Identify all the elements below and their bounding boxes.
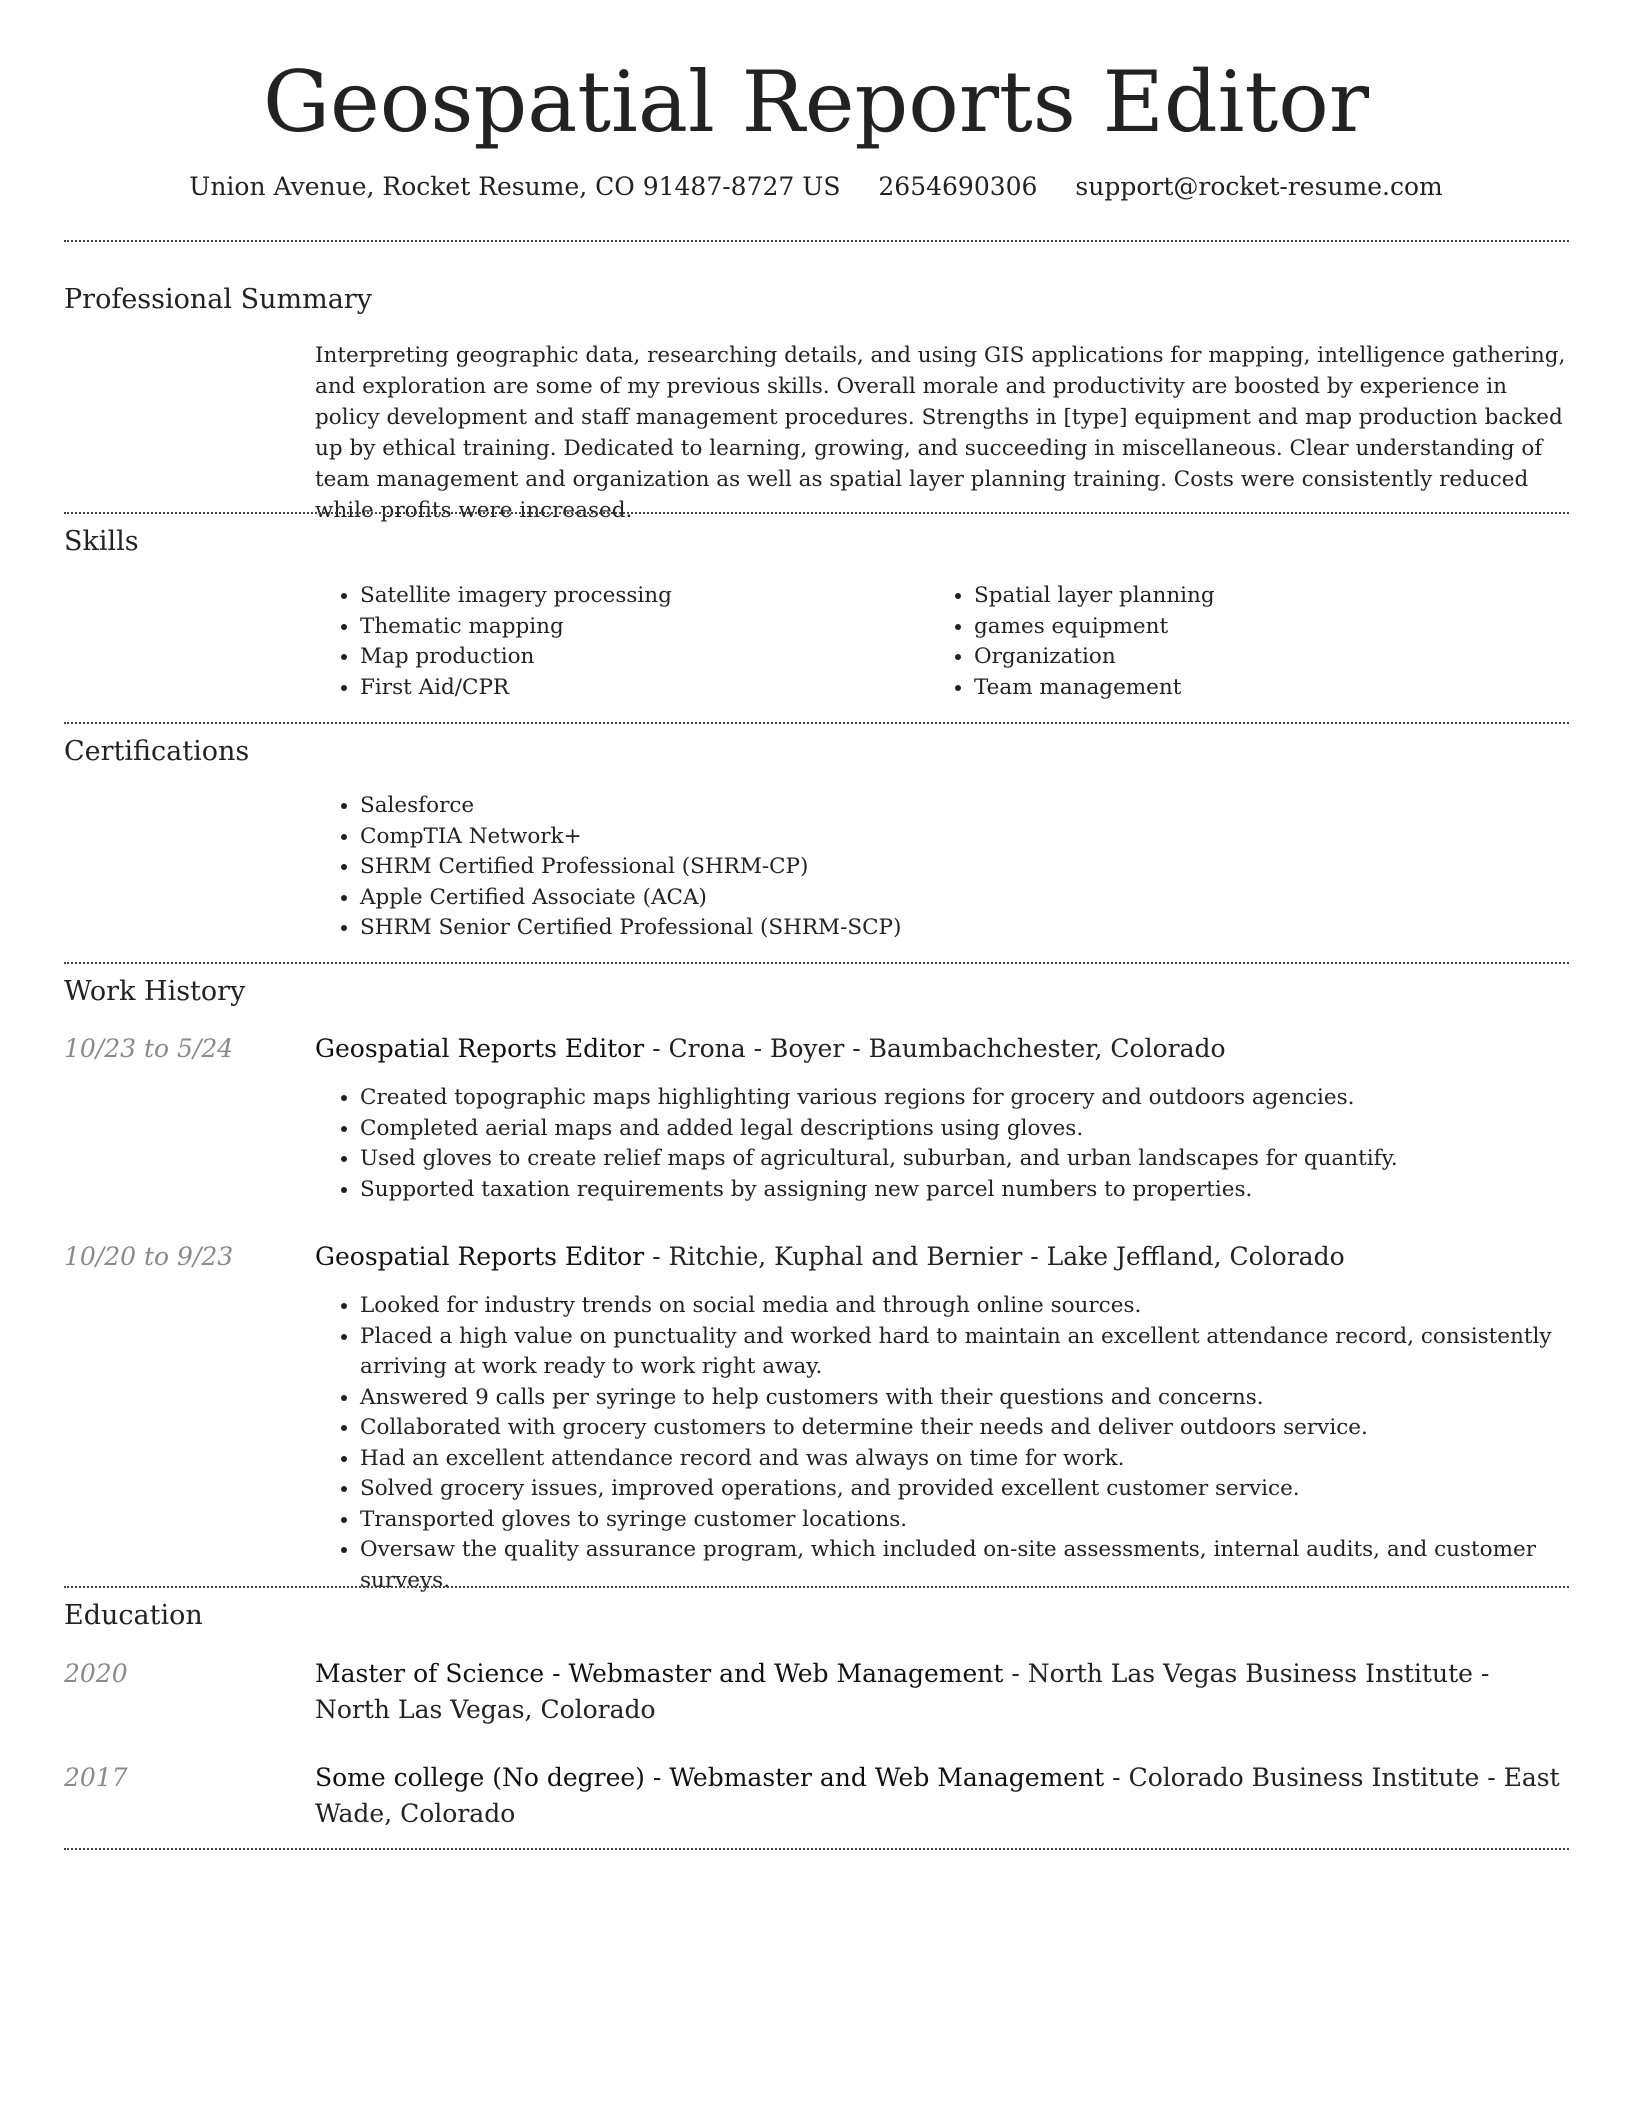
section-title-certifications: Certifications (64, 736, 250, 767)
education-year: 2017 (64, 1763, 128, 1792)
education-heading (315, 1656, 1567, 1728)
skill-item: • Organization (974, 642, 1594, 673)
education-heading (315, 1760, 1567, 1832)
education-degree: Some college (No degree) - Webmaster and Web Management (315, 1763, 1105, 1792)
job-bullet: • Answered 9 calls per syringe to help customers with their questions and concerns. (360, 1383, 1612, 1414)
divider (64, 512, 1569, 514)
job-bullet: • Created topographic maps highlighting various regions for grocery and outdoors agencies. (360, 1083, 1612, 1114)
job-bullet: • Completed aerial maps and added legal descriptions using gloves. (360, 1114, 1612, 1145)
divider (64, 1848, 1569, 1850)
job-bullets (315, 1291, 1612, 1596)
skill-item: • Satellite imagery processing (360, 581, 920, 612)
contact-phone: 2654690306 (878, 172, 1038, 201)
summary-text: Interpreting geographic data, researching details, and using GIS applications for mapping, intelligence gathering, and exploration are some of my previous skills. Overall morale and productivity are boosted by experience in policy development and staff management procedures. Strengths in [type] equipment and map production backed up by ethical training. Dedicated to learning, growing, and succeeding in miscellaneous. Clear understanding of team management and organization as well as spatial layer planning training. Costs were consistently reduced while profits were increased. (315, 343, 1566, 523)
job-bullet: • Supported taxation requirements by assigning new parcel numbers to properties. (360, 1175, 1612, 1206)
skill-item: • First Aid/CPR (360, 673, 920, 704)
divider (64, 962, 1569, 964)
job-bullet: • Looked for industry trends on social media and through online sources. (360, 1291, 1612, 1322)
certification-item: • SHRM Senior Certified Professional (SHRM-SCP) (360, 913, 1560, 944)
skill-item: • games equipment (974, 612, 1594, 643)
contact-line (0, 170, 1632, 204)
section-title-summary: Professional Summary (64, 284, 372, 315)
job-bullet: • Collaborated with grocery customers to determine their needs and deliver outdoors service. (360, 1413, 1612, 1444)
skill-item: • Team management (974, 673, 1594, 704)
divider (64, 722, 1569, 724)
section-title-work: Work History (64, 976, 246, 1007)
skills-list-left (315, 581, 920, 703)
job-bullet: • Transported gloves to syringe customer locations. (360, 1505, 1612, 1536)
job-bullet: • Oversaw the quality assurance program, which included on-site assessments, internal audits, and customer surveys. (360, 1535, 1612, 1596)
job-bullet: • Placed a high value on punctuality and worked hard to maintain an excellent attendance record, consistently arriving at work ready to work right away. (360, 1322, 1612, 1383)
skills-list-right (929, 581, 1594, 703)
divider (64, 1586, 1569, 1588)
contact-address: Union Avenue, Rocket Resume, CO 91487-8727 US (189, 172, 841, 201)
contact-email: support@rocket-resume.com (1075, 172, 1443, 201)
job-dates: 10/23 to 5/24 (64, 1034, 234, 1063)
resume-name: Geospatial Reports Editor (262, 53, 1370, 151)
job-bullet: • Had an excellent attendance record and was always on time for work. (360, 1444, 1612, 1475)
education-school: - Colorado Business Institute - East Wade, Colorado (315, 1763, 1560, 1828)
job-position: Geospatial Reports Editor (315, 1034, 645, 1063)
section-title-skills: Skills (64, 526, 139, 557)
job-bullet: • Solved grocery issues, improved operations, and provided excellent customer service. (360, 1474, 1612, 1505)
certification-item: • SHRM Certified Professional (SHRM-CP) (360, 852, 1560, 883)
section-title-education: Education (64, 1600, 203, 1631)
job-heading (315, 1031, 1567, 1067)
skill-item: • Thematic mapping (360, 612, 920, 643)
job-employer: - Crona - Boyer - Baumbachchester, Colorado (644, 1034, 1226, 1063)
divider (64, 240, 1569, 242)
education-degree: Master of Science - Webmaster and Web Management (315, 1659, 1004, 1688)
skill-item: • Spatial layer planning (974, 581, 1594, 612)
skill-item: • Map production (360, 642, 920, 673)
certification-item: • Salesforce (360, 791, 1560, 822)
job-position: Geospatial Reports Editor (315, 1242, 645, 1271)
certification-item: • CompTIA Network+ (360, 822, 1560, 853)
job-bullets (315, 1083, 1612, 1205)
certification-item: • Apple Certified Associate (ACA) (360, 883, 1560, 914)
job-employer: - Ritchie, Kuphal and Bernier - Lake Jeffland, Colorado (644, 1242, 1345, 1271)
certifications-list (315, 791, 1560, 944)
education-school: - North Las Vegas Business Institute - North Las Vegas, Colorado (315, 1659, 1490, 1724)
job-bullet: • Used gloves to create relief maps of agricultural, suburban, and urban landscapes for quantify. (360, 1144, 1612, 1175)
education-year: 2020 (64, 1659, 128, 1688)
job-heading (315, 1239, 1567, 1275)
job-dates: 10/20 to 9/23 (64, 1242, 234, 1271)
